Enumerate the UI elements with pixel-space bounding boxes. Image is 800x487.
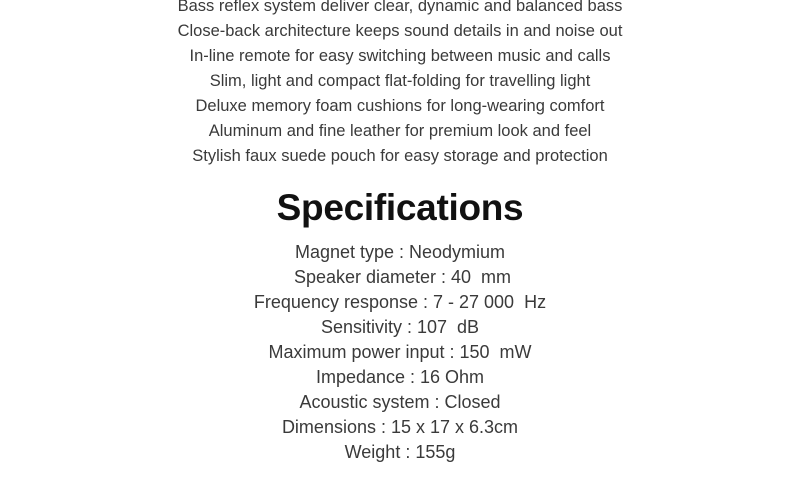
- spec-speaker-diameter: Speaker diameter : 40 mm: [288, 267, 512, 287]
- spec-sensitivity: Sensitivity : 107 dB: [320, 317, 480, 337]
- feature-item-bass-reflex: Bass reflex system deliver clear, dynamic and balanced bass: [177, 0, 623, 15]
- spec-dimensions: Dimensions : 15 x 17 x 6.3cm: [281, 417, 519, 437]
- spec-frequency-response: Frequency response : 7 - 27 000 Hz: [253, 292, 547, 312]
- feature-item-flat-folding: Slim, light and compact flat-folding for travelling light: [209, 72, 591, 90]
- features-list: [0, 0, 800, 169]
- feature-item-close-back: Close-back architecture keeps sound details in and noise out: [177, 22, 623, 40]
- spec-maximum-power-input: Maximum power input : 150 mW: [268, 342, 532, 362]
- feature-item-suede-pouch: Stylish faux suede pouch for easy storage and protection: [192, 147, 608, 165]
- spec-weight: Weight : 155g: [344, 442, 456, 462]
- feature-item-inline-remote: In-line remote for easy switching between music and calls: [189, 47, 611, 65]
- spec-magnet-type: Magnet type : Neodymium: [294, 242, 506, 262]
- feature-item-memory-foam: Deluxe memory foam cushions for long-wearing comfort: [195, 97, 605, 115]
- spec-acoustic-system: Acoustic system : Closed: [299, 392, 501, 412]
- specifications-list: [0, 240, 800, 465]
- feature-item-aluminum-leather: Aluminum and fine leather for premium look and feel: [208, 122, 592, 140]
- spec-impedance: Impedance : 16 Ohm: [315, 367, 485, 387]
- specifications-heading: Specifications: [276, 187, 524, 228]
